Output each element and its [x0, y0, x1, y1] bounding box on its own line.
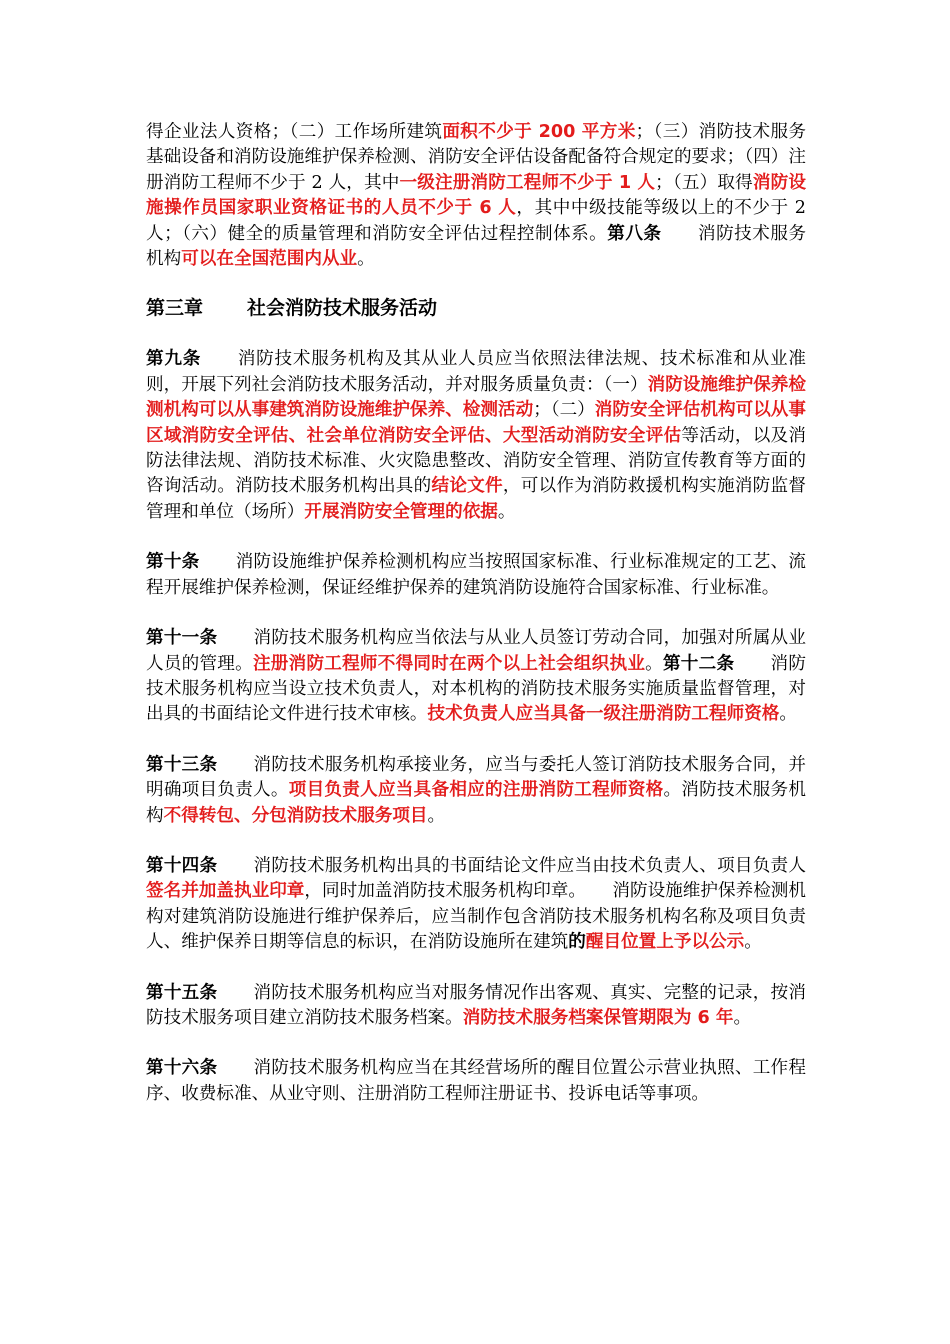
highlight-text: 消防技术服务档案保管期限为 6 年: [462, 1007, 734, 1028]
paragraph-article-13: [146, 753, 806, 829]
paragraph-article-16: [146, 1056, 806, 1107]
text: 。: [497, 501, 516, 522]
text: 消防技术服务机构应当在其经营场所的醒目位置公示营业执照、工作程序、收费标准、从业守则、注册消防工程师注册证书、投诉电话等事项。: [146, 1058, 806, 1104]
text: 等活动，以及消防法律法规、消防技术标准、火灾隐患整改、消防安全管理、消防宣传教育等方面的咨询活动。消防技术服务机构出具的: [146, 425, 806, 497]
highlight-text: 结论文件: [431, 476, 503, 497]
text: ；（三）消防技术服务基础设备和消防设施维护保养检测、消防安全评估设备配备符合规定的要求；（四）注册消防工程师不少于 2 人，其中: [146, 122, 807, 193]
text: ，其中中级技能等级以上的不少于 2 人；（六）健全的质量管理和消防安全评估过程控制体系。: [146, 198, 806, 244]
article-label: 第十一条: [146, 628, 218, 649]
text: 消防技术服务机构应当对服务情况作出客观、真实、完整的记录，按消防技术服务项目建立消防技术服务档案。: [146, 982, 806, 1028]
article-label: 第十二条: [662, 653, 735, 674]
article-label: 第九条: [146, 349, 202, 370]
paragraph-intro: [146, 120, 806, 272]
bold-text: 的: [568, 932, 586, 953]
highlight-text: 技术负责人应当具备一级注册消防工程师资格: [427, 704, 780, 725]
article-label: 第十五条: [146, 982, 218, 1003]
highlight-text: 消防安全评估机构可以从事区域消防安全评估、社会单位消防安全评估、大型活动消防安全评估: [146, 400, 806, 446]
text: ，可以作为消防救援机构实施消防监督管理和单位（场所）: [146, 476, 806, 522]
text: 。: [744, 932, 762, 953]
document-page: [146, 120, 806, 1107]
highlight-text: 消防设施维护保养检测机构可以从事建筑消防设施维护保养、检测活动: [146, 374, 806, 421]
highlight-text: 面积不少于 200 平方米: [442, 122, 636, 142]
highlight-text: 可以在全国范围内从业: [181, 249, 358, 270]
text: 得企业法人资格；（二）工作场所建筑: [146, 122, 443, 142]
text: 消防设施维护保养检测机构应当按照国家标准、行业标准规定的工艺、流程开展维护保养检测，保证经维护保养的建筑消防设施符合国家标准、行业标准。: [146, 552, 806, 598]
highlight-text: 开展消防安全管理的依据: [304, 501, 498, 522]
highlight-text: 消防设施操作员国家职业资格证书的人员不少于 6 人: [146, 172, 806, 219]
paragraph-article-15: [146, 981, 806, 1032]
highlight-text: 醒目位置上予以公示: [585, 932, 745, 953]
text: ；（五）取得: [655, 172, 753, 193]
text: 。: [779, 704, 798, 725]
highlight-text: 注册消防工程师不得同时在两个以上社会组织执业: [252, 653, 646, 674]
article-label: 第十条: [146, 552, 200, 573]
article-label: 第十六条: [146, 1058, 218, 1079]
text: 消防技术服务机构承接业务，应当与委托人签订消防技术服务合同，并明确项目负责人。: [146, 754, 806, 801]
text: 消防技术服务机构及其从业人员应当依照法律法规、技术标准和从业准则，开展下列社会消防技术服务活动，并对服务质量负责：（一）: [146, 349, 806, 395]
text: 。: [357, 249, 375, 270]
paragraph-article-14: [146, 854, 806, 956]
text: 消防技术服务机构应当依法与从业人员签订劳动合同，加强对所属从业人员的管理。: [146, 628, 806, 674]
highlight-text: 不得转包、分包消防技术服务项目: [163, 805, 428, 826]
highlight-text: 签名并加盖执业印章: [146, 881, 305, 902]
paragraph-article-10: [146, 550, 806, 601]
text: 消防技术服务机构: [146, 223, 806, 270]
text: 。: [733, 1007, 752, 1028]
text: ，同时加盖消防技术服务机构印章。 消防设施维护保养检测机构对建筑消防设施进行维护保养后，应当制作包含消防技术服务机构名称及项目负责人、维护保养日期等信息的标识，在消防设施所在建筑: [146, 881, 806, 953]
article-label: 第十三条: [146, 754, 218, 775]
paragraph-article-11: [146, 626, 806, 728]
paragraph-article-9: [146, 347, 806, 525]
chapter-number: 第三章: [146, 297, 204, 320]
text: ；（二）: [533, 400, 595, 421]
text: 消防技术服务机构出具的书面结论文件应当由技术负责人、项目负责人: [253, 855, 806, 876]
highlight-text: 一级注册消防工程师不少于 1 人: [399, 172, 656, 193]
article-label: 第八条: [607, 223, 662, 244]
article-label: 第十四条: [146, 855, 218, 876]
chapter-title: 社会消防技术服务活动: [247, 297, 438, 320]
text: 。: [645, 653, 663, 674]
text: 消防技术服务机构应当设立技术负责人，对本机构的消防技术服务实施质量监督管理，对出具的书面结论文件进行技术审核。: [146, 653, 806, 725]
text: 。消防技术服务机构: [146, 780, 806, 826]
chapter-heading: [146, 294, 806, 322]
text: 。: [427, 805, 446, 826]
highlight-text: 项目负责人应当具备相应的注册消防工程师资格: [288, 780, 664, 801]
